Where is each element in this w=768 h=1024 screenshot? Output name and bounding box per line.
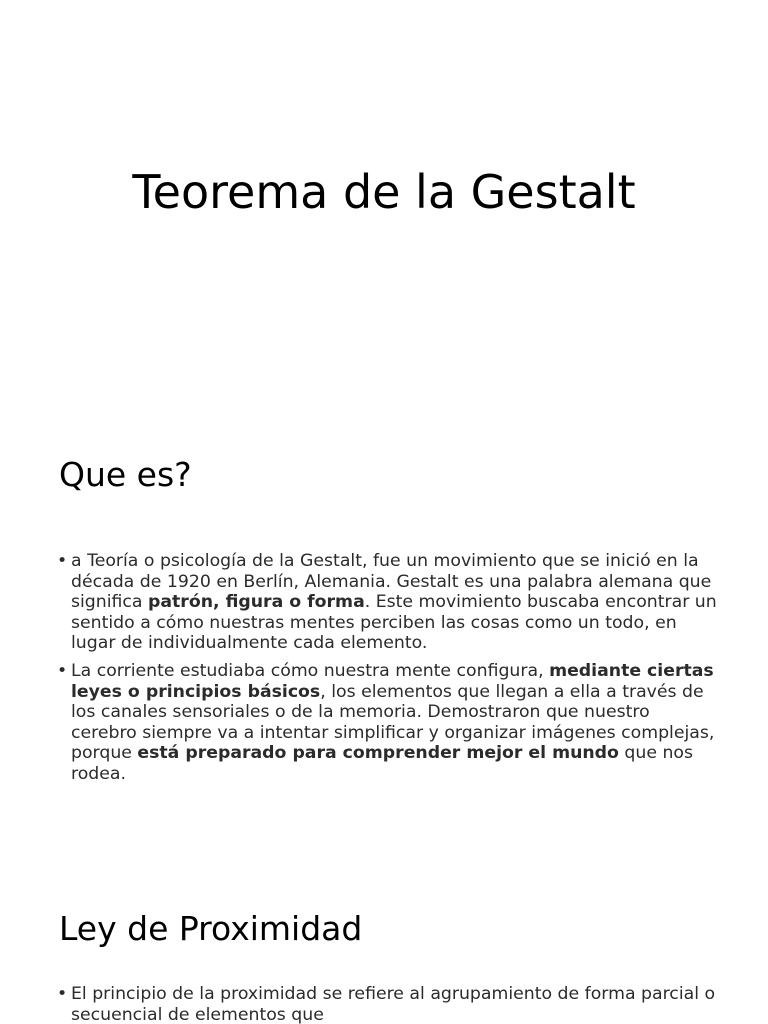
page-title: Teorema de la Gestalt xyxy=(132,165,636,219)
bullet-text: . Este movimiento buscaba encontrar un sentido a cómo nuestras mentes perciben las cosas como un todo, en lugar de individualmente cada elemento. xyxy=(71,592,717,654)
bullet-text: , los elementos que llegan a ella a través de los canales sensoriales o de la memoria. Demostraron que nuestro cerebro siempre va a intentar simplificar y organizar imágenes complejas, porque xyxy=(71,681,715,764)
slide-title xyxy=(0,0,768,400)
slide-heading: Ley de Proximidad xyxy=(59,909,363,948)
bullet-emphasis: mediante ciertas leyes o principios básicos xyxy=(71,660,714,702)
slide-ley-proximidad xyxy=(0,850,768,1024)
bullet-item xyxy=(57,661,717,785)
slide-que-es xyxy=(0,400,768,850)
bullet-text: La corriente estudiaba cómo nuestra mente configura, xyxy=(71,660,550,681)
bullet-emphasis: está preparado para comprender mejor el mundo xyxy=(137,743,619,764)
bullet-text: que nos rodea. xyxy=(71,743,693,784)
bullet-list xyxy=(57,984,717,1024)
bullet-marker: • xyxy=(57,660,68,681)
bullet-text: El principio de la proximidad se refiere al agrupamiento de forma parcial o secuencial de elementos que xyxy=(71,984,716,1024)
bullet-marker: • xyxy=(57,984,68,1004)
bullet-marker: • xyxy=(57,551,68,571)
bullet-list xyxy=(57,551,717,792)
bullet-emphasis: patrón, figura o forma xyxy=(148,592,365,613)
slide-heading: Que es? xyxy=(59,455,192,494)
bullet-item xyxy=(57,984,717,1024)
bullet-item xyxy=(57,551,717,654)
bullet-text: a Teoría o psicología de la Gestalt, fue un movimiento que se inició en la década de 1920 en Berlín, Alemania. Gestalt es una palabra alemana que significa xyxy=(71,551,712,613)
